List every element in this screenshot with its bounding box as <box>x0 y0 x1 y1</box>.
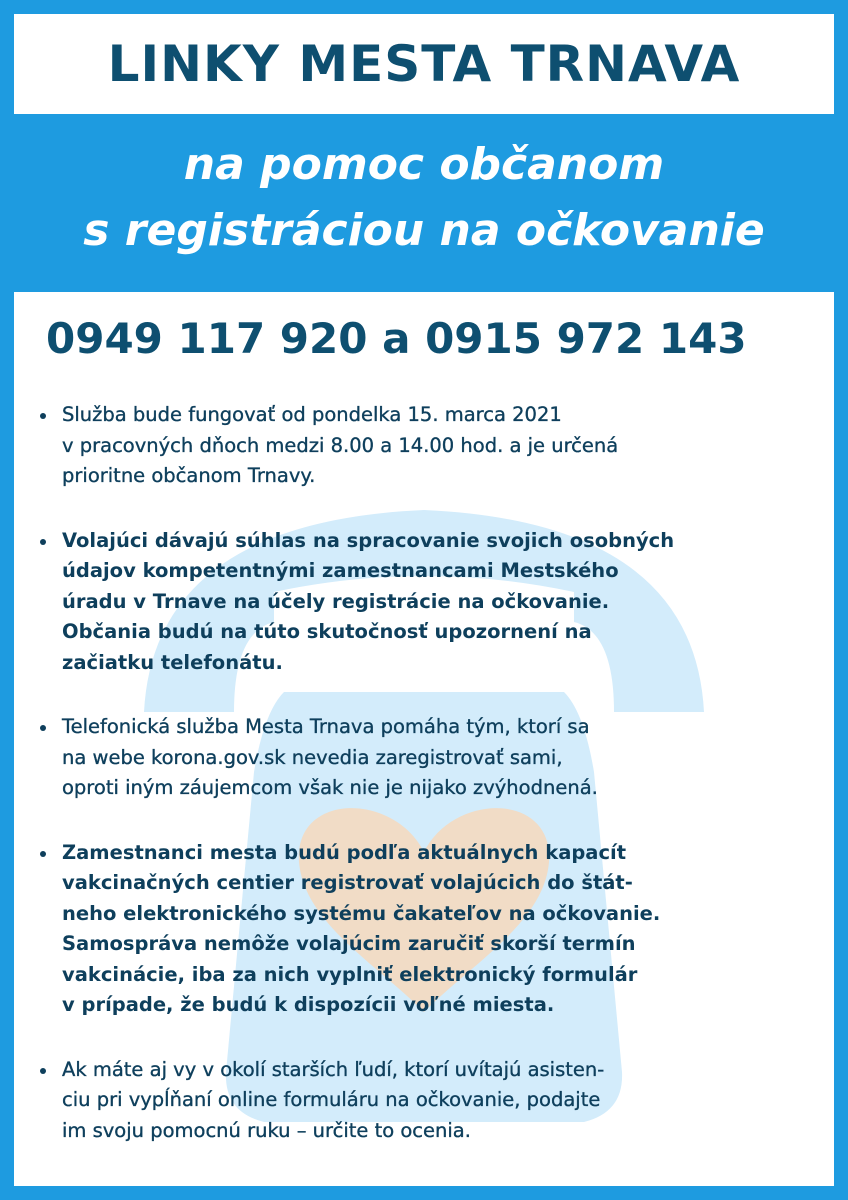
list-item-line: úradu v Trnave na účely registrácie na očkovanie. <box>62 589 610 613</box>
list-item-line: Telefonická služba Mesta Trnava pomáha tým, ktorí sa <box>62 715 590 738</box>
list-item-line: vakcinačných centier registrovať volajúcich do štát- <box>62 871 633 894</box>
content-panel <box>14 292 834 1186</box>
list-item-line: Volajúci dávajú súhlas na spracovanie svojich osobných <box>62 528 675 552</box>
list-item <box>38 838 828 1021</box>
list-item-line: Ak máte aj vy v okolí starších ľudí, ktorí uvítajú asisten- <box>62 1057 605 1081</box>
list-item-line: na webe korona.gov.sk nevedia zaregistrovať sami, <box>62 745 563 769</box>
list-item-line: ciu pri vypĺňaní online formuláru na očkovanie, podajte <box>62 1088 601 1111</box>
subtitle <box>0 132 848 264</box>
list-item-line: začiatku telefonátu. <box>62 650 283 674</box>
list-item-line: vakcinácie, iba za nich vyplniť elektronický formulár <box>62 962 638 986</box>
list-item <box>38 1055 828 1147</box>
list-item <box>38 400 828 492</box>
list-item-line: neho elektronického systému čakateľov na očkovanie. <box>62 901 661 925</box>
list-item-line: prioritne občanom Trnavy. <box>62 464 316 487</box>
phone-numbers: 0949 117 920 a 0915 972 143 <box>46 314 747 363</box>
list-item-line: oproti iným záujemcom však nie je nijako zvýhodnená. <box>62 776 598 799</box>
subtitle-line: s registráciou na očkovanie <box>83 205 765 256</box>
list-item-line: údajov kompetentnými zamestnancami Mestského <box>62 559 619 582</box>
list-item-line: Samospráva nemôže volajúcim zaručiť skorší termín <box>62 932 636 955</box>
list-item-line: im svoju pomocnú ruku – určite to ocenia. <box>62 1118 471 1142</box>
list-item <box>38 526 828 679</box>
list-item-line: v prípade, že budú k dispozícii voľné miesta. <box>62 993 555 1016</box>
title-banner <box>14 14 834 114</box>
list-item-line: Služba bude fungovať od pondelka 15. marca 2021 <box>62 403 562 426</box>
page-title: LINKY MESTA TRNAVA <box>107 35 741 93</box>
list-item-line: Zamestnanci mesta budú podľa aktuálnych kapacít <box>62 840 627 864</box>
list-item-line: v pracovných dňoch medzi 8.00 a 14.00 hod. a je určená <box>62 433 619 457</box>
info-list <box>38 400 828 1180</box>
subtitle-line: na pomoc občanom <box>183 139 665 190</box>
list-item-line: Občania budú na túto skutočnosť upozornení na <box>62 620 592 643</box>
list-item <box>38 712 828 804</box>
